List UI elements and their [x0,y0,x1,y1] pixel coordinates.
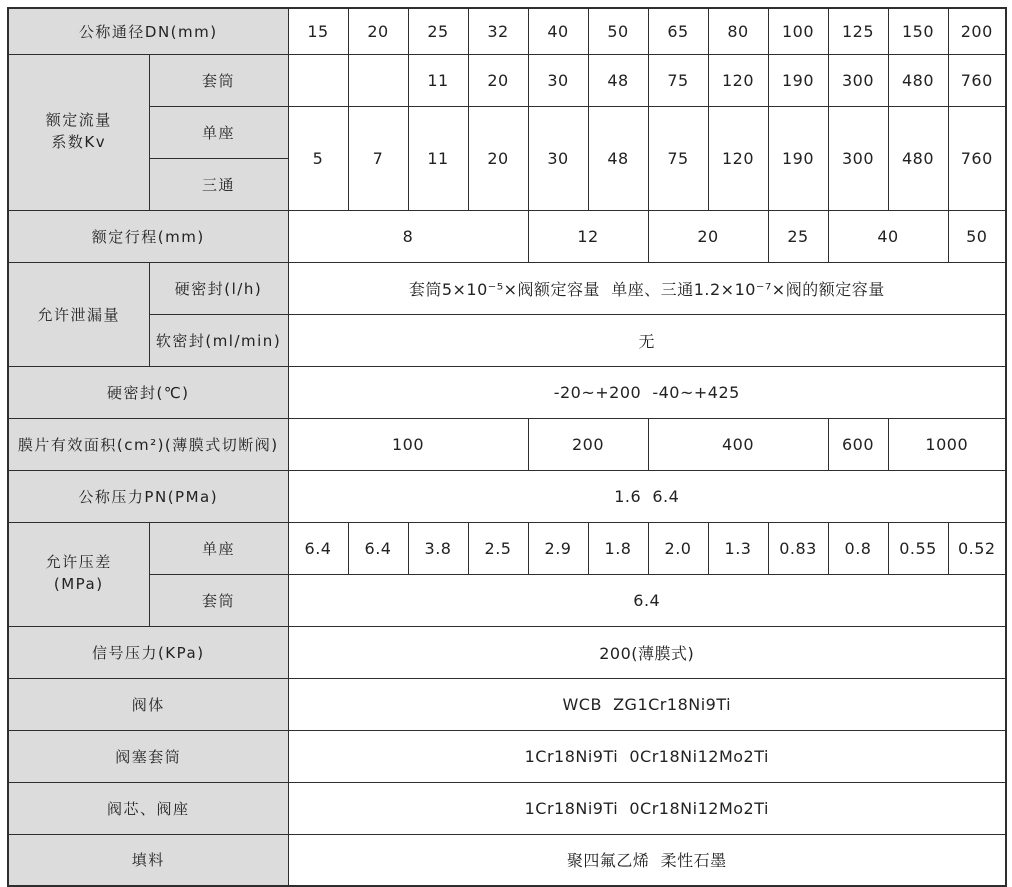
pressure-diff-value-cell: 6.4 [288,522,348,574]
dn-value-cell: 40 [528,8,588,54]
kv-sleeve-value-cell: 30 [528,54,588,106]
kv-sleeve-value-cell: 300 [828,54,888,106]
trim-seat-value: 1Cr18Ni9Ti 0Cr18Ni12Mo2Ti [288,782,1006,834]
diaphragm-area-value-cell: 400 [648,418,828,470]
kv-group-label-line1: 额定流量 [45,111,112,130]
kv-merged-value-cell: 20 [468,106,528,210]
dn-value-cell: 200 [948,8,1006,54]
kv-sleeve-value-cell: 190 [768,54,828,106]
row-trim-seat [8,782,1006,834]
row-packing [8,834,1006,886]
rated-stroke-label: 额定行程(mm) [8,210,288,262]
pressure-diff-value-cell: 1.3 [708,522,768,574]
kv-sleeve-value-cell: 48 [588,54,648,106]
nominal-diameter-label: 公称通径DN(mm) [8,8,288,54]
pressure-diff-sleeve-value: 6.4 [288,574,1006,626]
hard-seal-temperature-value: -20~+200 -40~+425 [288,366,1006,418]
pressure-diff-value-cell: 0.8 [828,522,888,574]
dn-value-cell: 32 [468,8,528,54]
kv-sleeve-value-cell: 760 [948,54,1006,106]
diaphragm-area-label: 膜片有效面积(cm²)(薄膜式切断阀) [8,418,288,470]
dn-value-cell: 125 [828,8,888,54]
plug-sleeve-label: 阀塞套筒 [8,730,288,782]
row-rated-stroke [8,210,1006,262]
pressure-diff-sleeve-label: 套筒 [149,574,288,626]
dn-value-cell: 150 [888,8,948,54]
signal-pressure-value: 200(薄膜式) [288,626,1006,678]
leakage-group-label: 允许泄漏量 [8,262,149,366]
pressure-diff-value-cell: 0.55 [888,522,948,574]
kv-merged-value-cell: 5 [288,106,348,210]
kv-merged-value-cell: 120 [708,106,768,210]
kv-merged-value-cell: 760 [948,106,1006,210]
row-plug-sleeve [8,730,1006,782]
row-diaphragm-area [8,418,1006,470]
stroke-value-cell: 8 [288,210,528,262]
stroke-value-cell: 20 [648,210,768,262]
signal-pressure-label: 信号压力(KPa) [8,626,288,678]
pressure-diff-value-cell: 3.8 [408,522,468,574]
stroke-value-cell: 25 [768,210,828,262]
dn-value-cell: 15 [288,8,348,54]
packing-value: 聚四氟乙烯 柔性石墨 [288,834,1006,886]
packing-label: 填料 [8,834,288,886]
nominal-pressure-label: 公称压力PN(PMa) [8,470,288,522]
row-leakage-soft-seal [8,314,1006,366]
kv-sleeve-value-cell: 11 [408,54,468,106]
kv-merged-value-cell: 30 [528,106,588,210]
nominal-pressure-value: 1.6 6.4 [288,470,1006,522]
kv-merged-value-cell: 7 [348,106,408,210]
kv-merged-value-cell: 48 [588,106,648,210]
pressure-diff-value-cell: 2.9 [528,522,588,574]
kv-sleeve-value-cell: 480 [888,54,948,106]
leakage-hard-seal-value: 套筒5×10⁻⁵×阀额定容量 单座、三通1.2×10⁻⁷×阀的额定容量 [288,262,1006,314]
dn-value-cell: 25 [408,8,468,54]
diaphragm-area-value-cell: 200 [528,418,648,470]
row-leakage-hard-seal [8,262,1006,314]
pressure-diff-value-cell: 2.5 [468,522,528,574]
kv-three-way-label: 三通 [149,158,288,210]
pressure-diff-group-label-line2: (MPa) [53,575,104,593]
kv-sleeve-value-cell [348,54,408,106]
kv-merged-value-cell: 190 [768,106,828,210]
row-signal-pressure [8,626,1006,678]
kv-sleeve-value-cell: 75 [648,54,708,106]
dn-value-cell: 80 [708,8,768,54]
leakage-soft-seal-label: 软密封(ml/min) [149,314,288,366]
pressure-diff-value-cell: 0.52 [948,522,1006,574]
diaphragm-area-value-cell: 600 [828,418,888,470]
stroke-value-cell: 40 [828,210,948,262]
diaphragm-area-value-cell: 1000 [888,418,1006,470]
pressure-diff-value-cell: 0.83 [768,522,828,574]
kv-group-label-line2: 系数Kv [51,133,107,151]
row-hard-seal-temperature [8,366,1006,418]
stroke-value-cell: 50 [948,210,1006,262]
plug-sleeve-value: 1Cr18Ni9Ti 0Cr18Ni12Mo2Ti [288,730,1006,782]
kv-merged-value-cell: 300 [828,106,888,210]
kv-merged-value-cell: 75 [648,106,708,210]
dn-value-cell: 100 [768,8,828,54]
dn-value-cell: 65 [648,8,708,54]
valve-body-label: 阀体 [8,678,288,730]
diaphragm-area-value-cell: 100 [288,418,528,470]
row-valve-body [8,678,1006,730]
leakage-hard-seal-label: 硬密封(l/h) [149,262,288,314]
pressure-diff-group-label [8,522,149,626]
valve-body-value: WCB ZG1Cr18Ni9Ti [288,678,1006,730]
kv-merged-value-cell: 480 [888,106,948,210]
valve-spec-table [7,7,1007,887]
dn-value-cell: 20 [348,8,408,54]
row-kv-sleeve [8,54,1006,106]
row-nominal-diameter [8,8,1006,54]
kv-sleeve-label: 套筒 [149,54,288,106]
trim-seat-label: 阀芯、阀座 [8,782,288,834]
dn-value-cell: 50 [588,8,648,54]
kv-sleeve-value-cell: 120 [708,54,768,106]
pressure-diff-value-cell: 6.4 [348,522,408,574]
pressure-diff-value-cell: 2.0 [648,522,708,574]
row-nominal-pressure [8,470,1006,522]
pressure-diff-value-cell: 1.8 [588,522,648,574]
kv-sleeve-value-cell: 20 [468,54,528,106]
stroke-value-cell: 12 [528,210,648,262]
row-pressure-diff-sleeve [8,574,1006,626]
kv-group-label [8,54,149,210]
kv-sleeve-value-cell [288,54,348,106]
pressure-diff-single-seat-label: 单座 [149,522,288,574]
pressure-diff-group-label-line1: 允许压差 [45,553,112,572]
hard-seal-temperature-label: 硬密封(℃) [8,366,288,418]
leakage-soft-seal-value: 无 [288,314,1006,366]
kv-merged-value-cell: 11 [408,106,468,210]
kv-single-seat-label: 单座 [149,106,288,158]
row-kv-single-seat [8,106,1006,158]
row-pressure-diff-single-seat [8,522,1006,574]
